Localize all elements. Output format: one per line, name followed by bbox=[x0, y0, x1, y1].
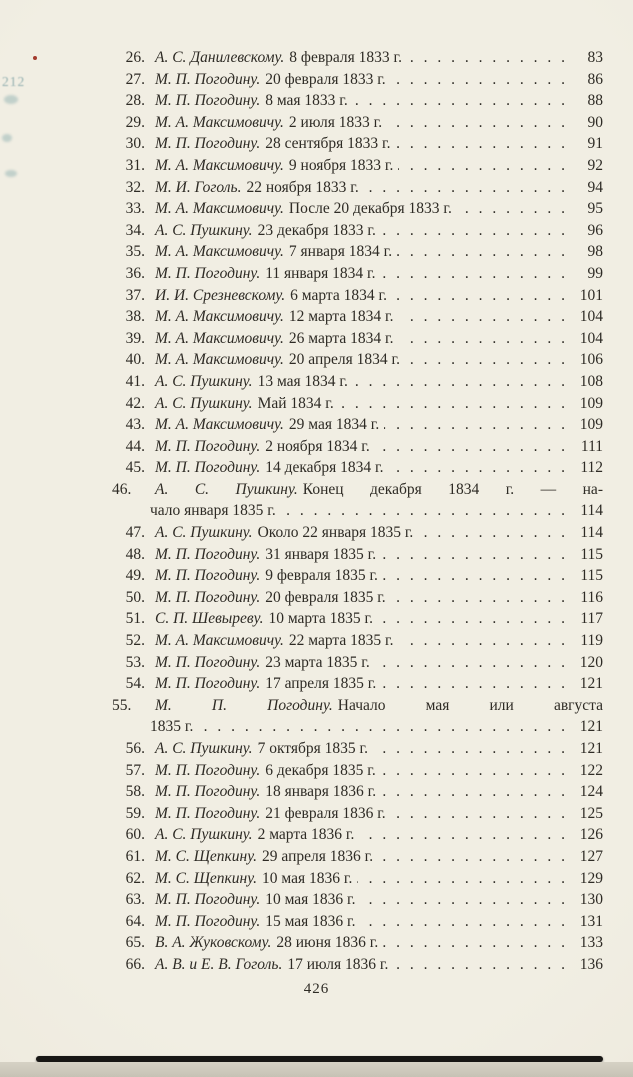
toc-entry bbox=[112, 371, 603, 393]
dot-leader bbox=[399, 630, 571, 652]
toc-entry bbox=[112, 457, 603, 479]
toc-entry bbox=[112, 846, 603, 868]
dot-leader bbox=[353, 371, 570, 393]
toc-entry bbox=[112, 328, 603, 350]
entry-date: 22 марта 1835 г. bbox=[288, 632, 394, 650]
toc-entry bbox=[112, 932, 603, 954]
entry-line1 bbox=[112, 177, 603, 199]
entry-number: 63. bbox=[125, 891, 145, 909]
bleed-through-smudge bbox=[2, 134, 12, 142]
entry-name: А. С. Пушкину. bbox=[155, 826, 253, 844]
entry-page: 114 bbox=[580, 502, 603, 520]
entry-name: М. П. Погодину. bbox=[155, 761, 261, 779]
dot-leader bbox=[381, 781, 570, 803]
dot-leader bbox=[405, 349, 570, 371]
entry-date: Около 22 января 1835 г. bbox=[257, 524, 414, 542]
entry-page: 106 bbox=[579, 351, 603, 369]
entry-name: С. П. Шевыреву. bbox=[155, 610, 264, 628]
entry-line1 bbox=[112, 285, 603, 307]
dot-leader bbox=[392, 285, 570, 307]
entry-name: М. П. Погодину. bbox=[155, 437, 261, 455]
entry-number: 39. bbox=[125, 329, 145, 347]
entry-number: 29. bbox=[125, 113, 145, 131]
entry-line1 bbox=[112, 630, 603, 652]
entry-number: 26. bbox=[125, 49, 145, 66]
entry-line1 bbox=[112, 263, 603, 285]
toc-entry bbox=[112, 544, 603, 566]
entry-continuation: 1835 г. bbox=[150, 718, 194, 736]
entry-number: 57. bbox=[125, 761, 145, 779]
entry-page: 96 bbox=[587, 221, 603, 239]
entry-name: М. П. Погодину. bbox=[155, 588, 261, 606]
entry-number: 28. bbox=[125, 92, 145, 110]
toc-entry bbox=[112, 241, 603, 263]
entry-number: 47. bbox=[125, 524, 145, 542]
entry-page: 104 bbox=[579, 308, 603, 326]
entry-name: М. П. Погодину. bbox=[155, 891, 261, 909]
entry-page: 109 bbox=[579, 394, 603, 412]
dot-leader bbox=[391, 803, 570, 825]
entry-page: 109 bbox=[579, 416, 603, 434]
entry-page: 120 bbox=[579, 653, 603, 671]
toc-entry bbox=[112, 220, 603, 242]
entry-page: 133 bbox=[579, 934, 603, 952]
dot-leader bbox=[373, 738, 570, 760]
entry-number: 48. bbox=[125, 545, 145, 563]
entry-continuation: чало января 1835 г. bbox=[150, 502, 276, 520]
entry-name: М. А. Максимовичу. bbox=[155, 416, 284, 434]
toc-entry bbox=[112, 803, 603, 825]
toc-entry bbox=[112, 695, 603, 738]
dot-leader bbox=[339, 393, 570, 415]
entry-number: 41. bbox=[125, 372, 145, 390]
toc-entry bbox=[112, 436, 603, 458]
toc-entry bbox=[112, 133, 603, 155]
entry-line1 bbox=[112, 760, 603, 782]
entry-date: 10 марта 1835 г. bbox=[268, 610, 374, 628]
entry-page: 95 bbox=[587, 200, 603, 218]
entry-number: 31. bbox=[125, 156, 145, 174]
entry-page: 127 bbox=[579, 847, 603, 865]
entry-name: М. А. Максимовичу. bbox=[155, 200, 284, 218]
entry-number: 62. bbox=[125, 869, 145, 887]
entry-date: 2 июля 1833 г. bbox=[288, 113, 383, 131]
dot-leader bbox=[359, 824, 570, 846]
entry-date: 20 февраля 1835 г. bbox=[265, 588, 386, 606]
entry-date: 17 апреля 1835 г. bbox=[265, 675, 377, 693]
dot-leader bbox=[357, 868, 570, 890]
entry-date: 23 марта 1835 г. bbox=[265, 653, 370, 671]
dot-leader bbox=[407, 47, 570, 69]
entry-page: 108 bbox=[579, 372, 603, 390]
bleed-through-smudge bbox=[4, 95, 18, 104]
entry-number: 33. bbox=[125, 200, 145, 218]
entry-page: 83 bbox=[587, 49, 603, 66]
entry-date: Начало мая или августа bbox=[337, 696, 603, 714]
entry-line2 bbox=[112, 500, 603, 522]
entry-name: М. П. Погодину. bbox=[155, 783, 261, 801]
entry-number: 49. bbox=[125, 567, 145, 585]
entry-number: 61. bbox=[125, 847, 145, 865]
entry-page: 99 bbox=[587, 264, 603, 282]
dot-leader bbox=[281, 500, 570, 522]
entry-name: М. П. Погодину. bbox=[155, 92, 261, 110]
entry-number: 50. bbox=[125, 588, 145, 606]
entry-line1 bbox=[112, 306, 603, 328]
entry-page: 116 bbox=[580, 588, 603, 606]
toc-entry bbox=[112, 198, 603, 220]
dot-leader bbox=[384, 414, 570, 436]
entry-line1 bbox=[112, 846, 603, 868]
entry-line1 bbox=[112, 781, 603, 803]
entry-line1 bbox=[112, 652, 603, 674]
entry-name: М. П. Погодину. bbox=[155, 459, 261, 477]
entry-date: 11 января 1834 г. bbox=[265, 264, 376, 282]
dot-leader bbox=[364, 177, 570, 199]
entry-line1 bbox=[112, 587, 603, 609]
toc-entry bbox=[112, 479, 603, 522]
entry-date: 10 мая 1836 г. bbox=[262, 869, 353, 887]
entry-line1 bbox=[112, 47, 603, 69]
entry-date: 20 февраля 1833 г. bbox=[265, 70, 386, 88]
entry-number: 43. bbox=[125, 416, 145, 434]
entry-name: М. С. Щепкину. bbox=[155, 847, 258, 865]
bleed-through-smudge bbox=[5, 170, 17, 177]
entry-name: А. В. и Е. В. Гоголь. bbox=[155, 955, 283, 973]
entry-name: М. П. Погодину. bbox=[155, 675, 261, 693]
toc-entry bbox=[112, 911, 603, 933]
toc-entry bbox=[112, 824, 603, 846]
entry-line1 bbox=[112, 112, 603, 134]
entry-number: 54. bbox=[125, 675, 145, 693]
entry-line1 bbox=[112, 371, 603, 393]
dot-leader bbox=[399, 328, 571, 350]
bleed-through-text: 212 bbox=[2, 74, 26, 89]
entry-page: 94 bbox=[587, 178, 603, 196]
toc-entry bbox=[112, 349, 603, 371]
entry-date: 29 апреля 1836 г. bbox=[262, 847, 374, 865]
entry-page: 124 bbox=[579, 783, 603, 801]
dot-leader bbox=[381, 673, 570, 695]
toc-entry bbox=[112, 155, 603, 177]
entry-number: 55. bbox=[112, 696, 132, 714]
entry-line1 bbox=[112, 436, 603, 458]
entry-name: М. П. Погодину. bbox=[155, 70, 261, 88]
dot-leader bbox=[198, 716, 570, 738]
entry-page: 131 bbox=[579, 912, 603, 930]
entry-number: 27. bbox=[125, 70, 145, 88]
toc-entry bbox=[112, 565, 603, 587]
entry-page: 101 bbox=[579, 286, 603, 304]
dot-leader bbox=[375, 436, 570, 458]
entry-name: М. А. Максимовичу. bbox=[155, 329, 284, 347]
entry-number: 53. bbox=[125, 653, 145, 671]
toc-entry bbox=[112, 285, 603, 307]
toc-entry bbox=[112, 587, 603, 609]
toc-entry bbox=[112, 522, 603, 544]
entry-date: 22 ноября 1833 г. bbox=[246, 178, 359, 196]
entry-page: 111 bbox=[580, 437, 603, 455]
dot-leader bbox=[361, 911, 570, 933]
dot-leader bbox=[378, 846, 570, 868]
entry-name: А. С. Пушкину. bbox=[155, 372, 253, 390]
toc-entry bbox=[112, 673, 603, 695]
entry-date: 2 ноября 1834 г. bbox=[265, 437, 370, 455]
entry-line2 bbox=[112, 716, 603, 738]
entry-name: М. И. Гоголь. bbox=[155, 178, 242, 196]
entry-line1 bbox=[112, 198, 603, 220]
toc-entry bbox=[112, 868, 603, 890]
entry-line1 bbox=[112, 133, 603, 155]
entry-date: 9 февраля 1835 г. bbox=[265, 567, 378, 585]
entry-date: После 20 декабря 1833 г. bbox=[288, 200, 452, 218]
entry-date: 7 октября 1835 г. bbox=[257, 740, 368, 757]
entry-number: 58. bbox=[125, 783, 145, 801]
dot-leader bbox=[389, 457, 570, 479]
entry-date: 28 сентября 1833 г. bbox=[265, 135, 391, 153]
dot-leader bbox=[383, 932, 570, 954]
entry-date: 31 января 1835 г. bbox=[265, 545, 377, 563]
dot-leader bbox=[375, 652, 570, 674]
entry-number: 40. bbox=[125, 351, 145, 369]
entry-name: А. С. Пушкину. bbox=[155, 740, 253, 757]
entry-line1 bbox=[112, 349, 603, 371]
entry-line1 bbox=[112, 803, 603, 825]
entry-date: 10 мая 1836 г. bbox=[265, 891, 356, 909]
entry-name: М. П. Погодину. bbox=[155, 135, 261, 153]
entry-number: 30. bbox=[125, 135, 145, 153]
toc-entry bbox=[112, 177, 603, 199]
entry-line1 bbox=[112, 457, 603, 479]
entry-date: 8 мая 1833 г. bbox=[265, 92, 348, 110]
dot-leader bbox=[361, 889, 570, 911]
entry-line1 bbox=[112, 565, 603, 587]
entry-date: 29 мая 1834 г. bbox=[288, 416, 380, 434]
toc-entry bbox=[112, 263, 603, 285]
toc-entry bbox=[112, 112, 603, 134]
entry-line1 bbox=[112, 889, 603, 911]
entry-line1 bbox=[112, 868, 603, 890]
entry-name: М. П. Погодину. bbox=[155, 912, 261, 930]
entry-number: 52. bbox=[125, 632, 145, 650]
entry-number: 38. bbox=[125, 308, 145, 326]
toc-entry bbox=[112, 738, 603, 760]
entry-name: М. П. Погодину. bbox=[155, 804, 261, 822]
ink-speck bbox=[33, 56, 37, 60]
toc-entry bbox=[112, 760, 603, 782]
entry-line1 bbox=[112, 414, 603, 436]
entry-name: А. С. Данилевскому. bbox=[155, 49, 285, 66]
dot-leader bbox=[381, 220, 570, 242]
entry-name: М. А. Максимовичу. bbox=[155, 156, 284, 174]
entry-line1 bbox=[112, 69, 603, 91]
entry-date: 18 января 1836 г. bbox=[265, 783, 377, 801]
scan-edge-shadow bbox=[0, 1062, 633, 1077]
entry-number: 34. bbox=[125, 221, 145, 239]
entry-page: 115 bbox=[580, 567, 603, 585]
entry-name: М. С. Щепкину. bbox=[155, 869, 258, 887]
entry-date: 20 апреля 1834 г. bbox=[288, 351, 400, 369]
entry-number: 66. bbox=[125, 955, 145, 973]
dot-leader bbox=[381, 263, 570, 285]
entry-page: 91 bbox=[587, 135, 603, 153]
entry-page: 92 bbox=[587, 156, 603, 174]
entry-date: 17 июля 1836 г. bbox=[287, 955, 389, 973]
entry-line1 bbox=[112, 954, 603, 976]
entry-date: 6 декабря 1835 г. bbox=[265, 761, 376, 779]
entry-page: 98 bbox=[587, 243, 603, 261]
entry-name: М. П. Погодину. bbox=[155, 264, 261, 282]
entry-number: 64. bbox=[125, 912, 145, 930]
toc-entry bbox=[112, 414, 603, 436]
dot-leader bbox=[418, 522, 570, 544]
page-number: 426 bbox=[303, 981, 330, 997]
dot-leader bbox=[391, 587, 570, 609]
toc-entry bbox=[112, 889, 603, 911]
entry-line1 bbox=[112, 911, 603, 933]
entry-name: М. А. Максимовичу. bbox=[155, 243, 284, 261]
entry-number: 35. bbox=[125, 243, 145, 261]
entry-number: 36. bbox=[125, 264, 145, 282]
entry-line1 bbox=[112, 479, 603, 501]
entry-line1 bbox=[112, 673, 603, 695]
entry-name: М. П. Погодину. bbox=[155, 653, 261, 671]
entry-number: 37. bbox=[125, 286, 145, 304]
toc-entry bbox=[112, 608, 603, 630]
entry-date: 9 ноября 1833 г. bbox=[288, 156, 394, 174]
entry-name: М. П. Погодину. bbox=[155, 696, 333, 714]
entry-line1 bbox=[112, 220, 603, 242]
entry-page: 88 bbox=[587, 92, 603, 110]
dot-leader bbox=[457, 198, 570, 220]
entry-page: 130 bbox=[579, 891, 603, 909]
toc-entry bbox=[112, 393, 603, 415]
entry-line1 bbox=[112, 544, 603, 566]
entry-line1 bbox=[112, 608, 603, 630]
entry-page: 129 bbox=[579, 869, 603, 887]
entry-number: 32. bbox=[125, 178, 145, 196]
toc-entry bbox=[112, 630, 603, 652]
entry-number: 56. bbox=[125, 740, 145, 757]
entry-name: В. А. Жуковскому. bbox=[155, 934, 272, 952]
dot-leader bbox=[381, 760, 570, 782]
entry-date: 12 марта 1834 г. bbox=[288, 308, 394, 326]
toc-entry bbox=[112, 69, 603, 91]
entry-line1 bbox=[112, 824, 603, 846]
entry-date: 14 декабря 1834 г. bbox=[265, 459, 384, 477]
dot-leader bbox=[383, 565, 570, 587]
toc-entry bbox=[112, 90, 603, 112]
entry-name: А. С. Пушкину. bbox=[155, 394, 253, 412]
entry-page: 121 bbox=[579, 718, 603, 736]
entry-page: 104 bbox=[579, 329, 603, 347]
entry-number: 44. bbox=[125, 437, 145, 455]
entry-date: 8 февраля 1833 г. bbox=[289, 49, 403, 66]
entry-name: А. С. Пушкину. bbox=[155, 221, 253, 239]
dot-leader bbox=[353, 90, 570, 112]
dot-leader bbox=[387, 112, 570, 134]
entry-name: М. А. Максимовичу. bbox=[155, 308, 284, 326]
entry-page: 117 bbox=[580, 610, 603, 628]
entry-name: М. П. Погодину. bbox=[155, 545, 261, 563]
entry-number: 45. bbox=[125, 459, 145, 477]
entry-name: М. А. Максимовичу. bbox=[155, 113, 284, 131]
entry-name: М. П. Погодину. bbox=[155, 567, 261, 585]
entry-line1 bbox=[112, 695, 603, 717]
entry-number: 46. bbox=[112, 480, 132, 498]
entry-page: 121 bbox=[579, 675, 603, 693]
entry-page: 119 bbox=[580, 632, 603, 650]
entry-page: 122 bbox=[579, 761, 603, 779]
entry-name: А. С. Пушкину. bbox=[155, 524, 253, 542]
entry-name: И. И. Срезневскому. bbox=[155, 286, 286, 304]
dot-leader bbox=[399, 306, 571, 328]
entry-date: 26 марта 1834 г. bbox=[288, 329, 394, 347]
entry-number: 51. bbox=[125, 610, 145, 628]
entry-date: Конец декабря 1834 г. — на- bbox=[302, 480, 603, 498]
entry-page: 86 bbox=[587, 70, 603, 88]
entry-page: 125 bbox=[579, 804, 603, 822]
toc-list bbox=[112, 47, 603, 976]
dot-leader bbox=[393, 954, 570, 976]
entry-date: 21 февраля 1836 г. bbox=[265, 804, 386, 822]
entry-date: Май 1834 г. bbox=[257, 394, 334, 412]
entry-number: 42. bbox=[125, 394, 145, 412]
dot-leader bbox=[398, 155, 570, 177]
toc-entry bbox=[112, 47, 603, 69]
entry-page: 126 bbox=[579, 826, 603, 844]
entry-page: 115 bbox=[580, 545, 603, 563]
toc-entry bbox=[112, 954, 603, 976]
entry-date: 28 июня 1836 г. bbox=[276, 934, 379, 952]
entry-line1 bbox=[112, 932, 603, 954]
entry-number: 59. bbox=[125, 804, 145, 822]
entry-line1 bbox=[112, 241, 603, 263]
dot-leader bbox=[396, 133, 570, 155]
toc-entry bbox=[112, 781, 603, 803]
entry-date: 23 декабря 1833 г. bbox=[257, 221, 376, 239]
entry-number: 60. bbox=[125, 826, 145, 844]
entry-date: 7 января 1834 г. bbox=[288, 243, 393, 261]
entry-page: 136 bbox=[579, 955, 603, 973]
entry-date: 6 марта 1834 г. bbox=[290, 286, 388, 304]
entry-name: М. А. Максимовичу. bbox=[155, 632, 284, 650]
entry-line1 bbox=[112, 738, 603, 760]
entry-page: 114 bbox=[580, 524, 603, 542]
entry-name: М. А. Максимовичу. bbox=[155, 351, 284, 369]
entry-page: 90 bbox=[587, 113, 603, 131]
entry-date: 2 марта 1836 г. bbox=[257, 826, 355, 844]
entry-page: 121 bbox=[579, 740, 603, 757]
entry-number: 65. bbox=[125, 934, 145, 952]
entry-line1 bbox=[112, 522, 603, 544]
dot-leader bbox=[378, 608, 570, 630]
dot-leader bbox=[397, 241, 570, 263]
entry-line1 bbox=[112, 393, 603, 415]
toc-entry bbox=[112, 306, 603, 328]
toc-entry bbox=[112, 652, 603, 674]
dot-leader bbox=[391, 69, 570, 91]
entry-date: 15 мая 1836 г. bbox=[265, 912, 356, 930]
entry-line1 bbox=[112, 90, 603, 112]
entry-line1 bbox=[112, 155, 603, 177]
entry-page: 112 bbox=[580, 459, 603, 477]
entry-line1 bbox=[112, 328, 603, 350]
entry-name: А. С. Пушкину. bbox=[155, 480, 298, 498]
dot-leader bbox=[381, 544, 570, 566]
entry-date: 13 мая 1834 г. bbox=[257, 372, 348, 390]
